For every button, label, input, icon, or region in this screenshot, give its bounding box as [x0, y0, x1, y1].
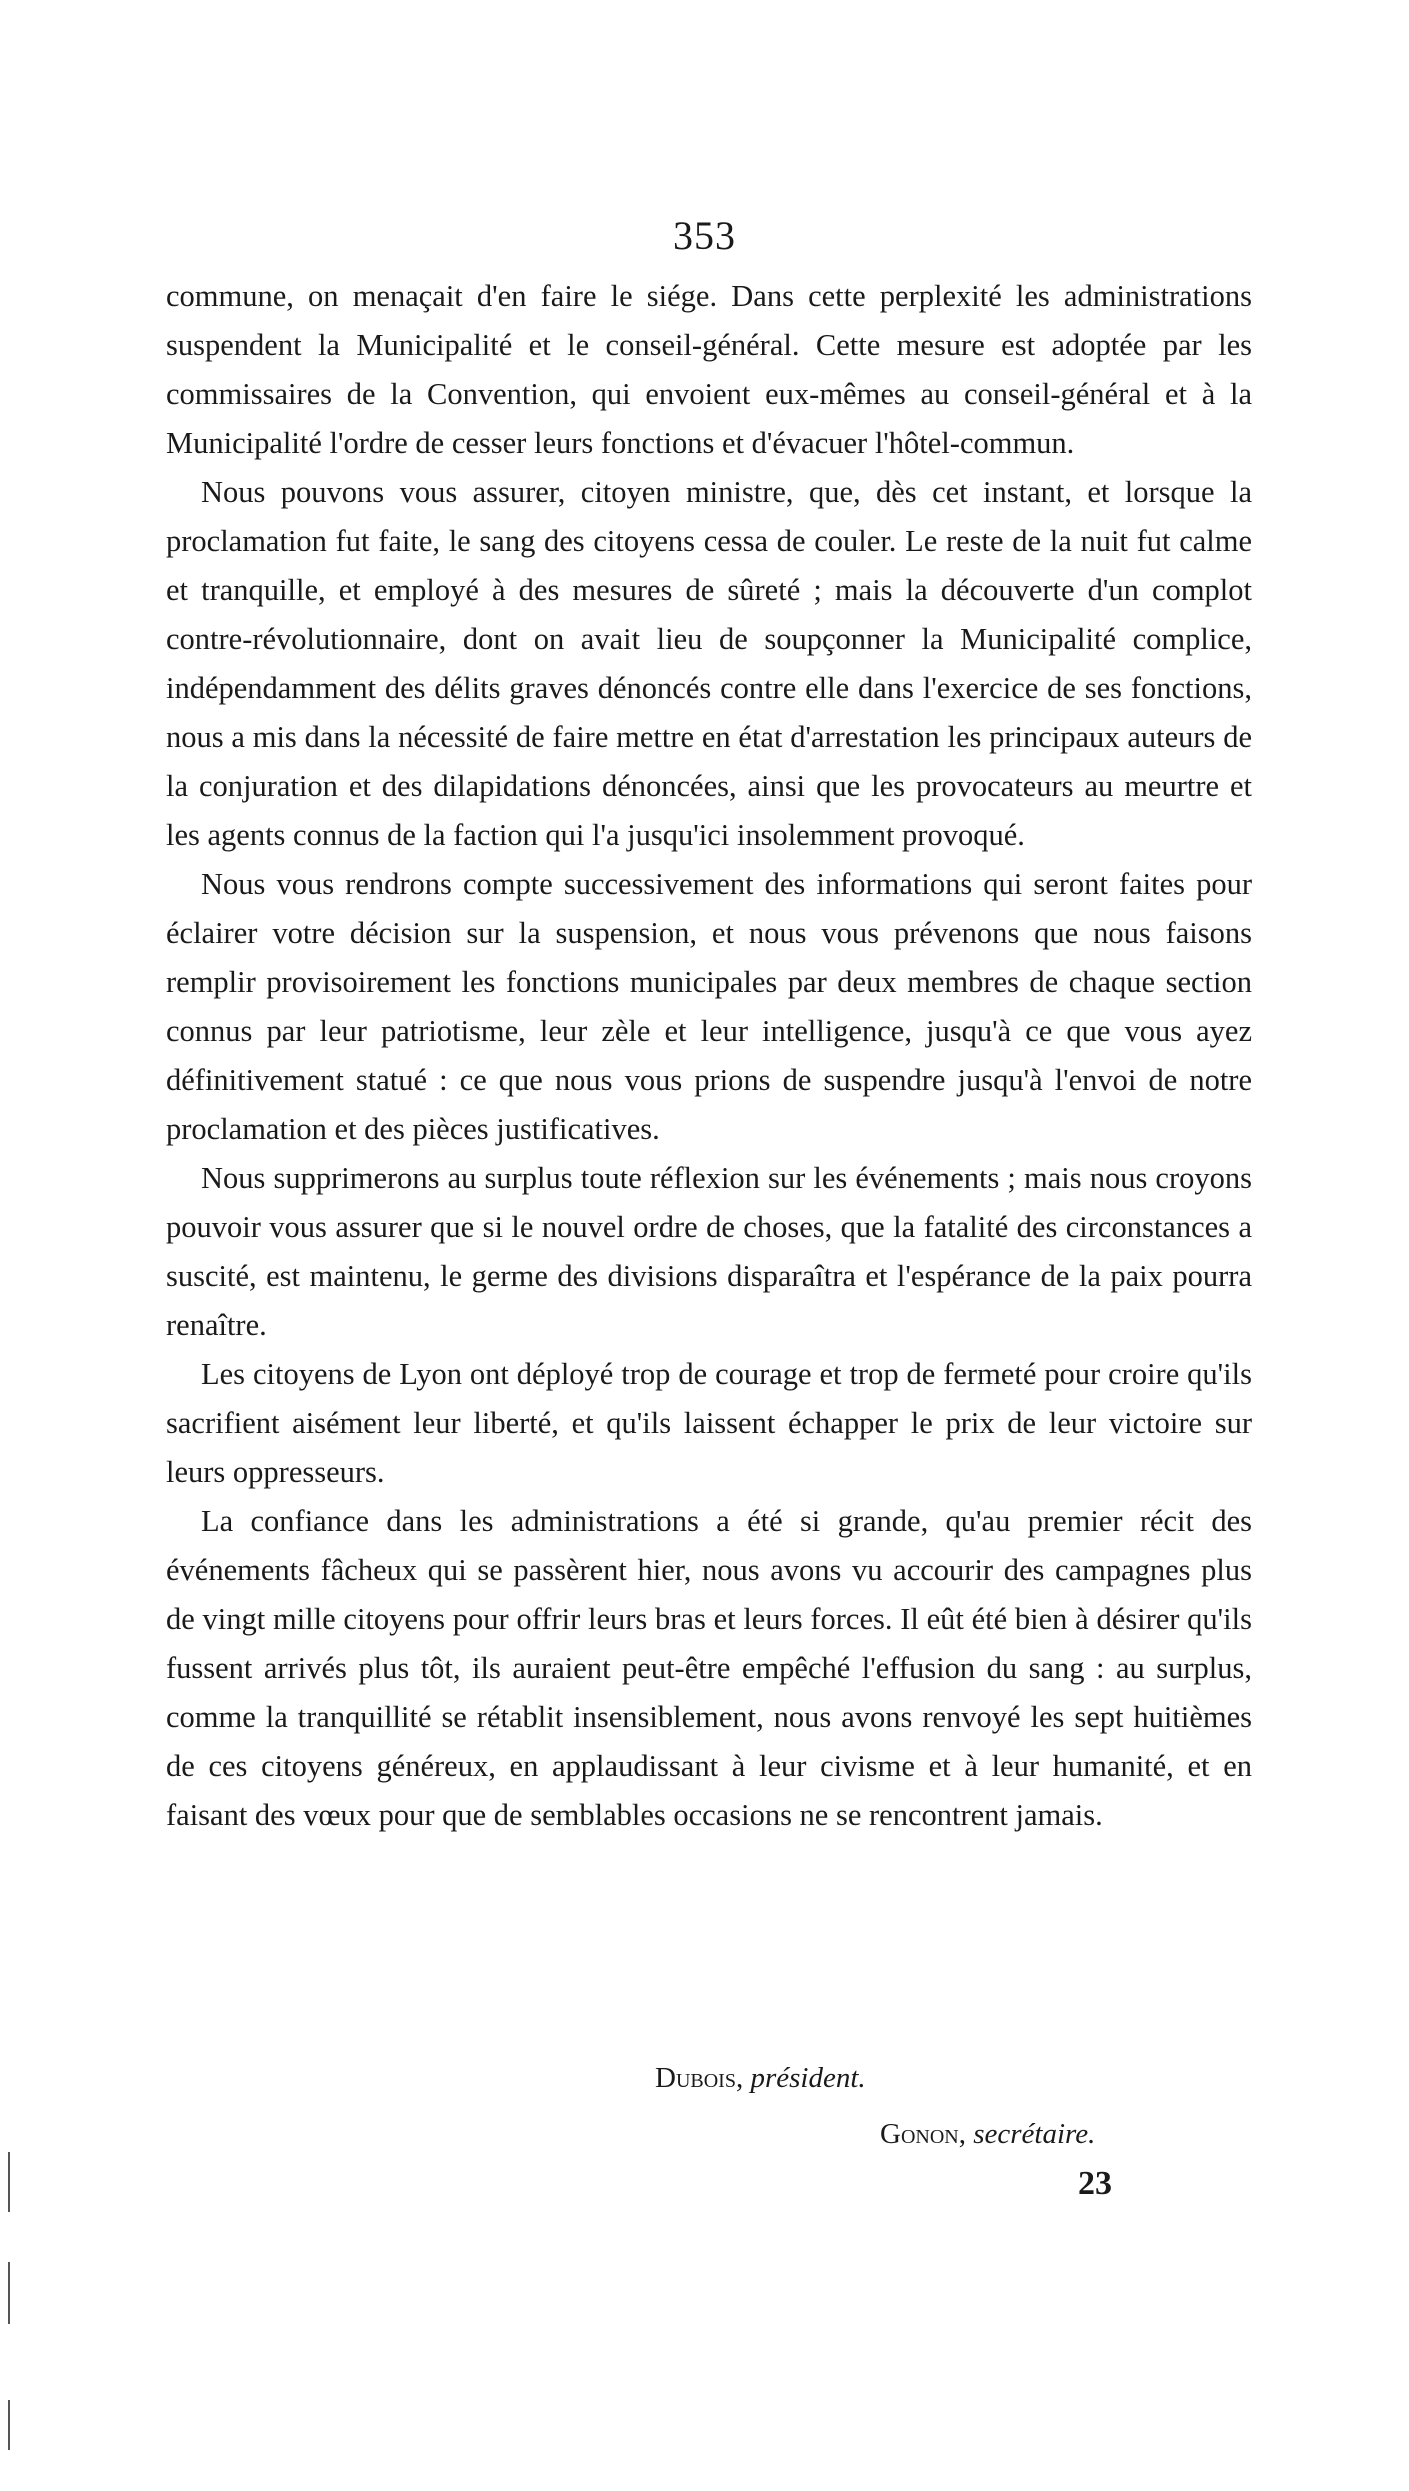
signature-dubois: Dubois, président.: [655, 2062, 866, 2094]
page-number: 353: [673, 213, 736, 258]
body-text: [166, 272, 1252, 1840]
signature-gonon: Gonon, secrétaire.: [880, 2118, 1096, 2150]
paragraph-6: La confiance dans les administrations a été si grande, qu'au premier récit des événements fâcheux qui se passèrent hier, nous avons vu accourir des campagnes plus de vingt mille citoyens pour offrir leurs bras et leurs forces. Il eût été bien à désirer qu'ils fussent arrivés plus tôt, ils auraient peut-être empêché l'effusion du sang : au surplus, comme la tranquillité se rétablit insensiblement, nous avons renvoyé les sept huitièmes de ces citoyens généreux, en applaudissant à leur civisme et à leur humanité, et en faisant des vœux pour que de semblables occasions ne se rencontrent jamais.: [166, 1504, 1252, 1832]
paragraph-5: Les citoyens de Lyon ont déployé trop de courage et trop de fermeté pour croire qu'ils sacrifient aisément leur liberté, et qu'ils laissent échapper le prix de leur victoire sur leurs oppresseurs.: [166, 1357, 1252, 1489]
paragraph-4: Nous supprimerons au surplus toute réflexion sur les événements ; mais nous croyons pouvoir vous assurer que si le nouvel ordre de choses, que la fatalité des circonstances a suscité, est maintenu, le germe des divisions disparaîtra et l'espérance de la paix pourra renaître.: [166, 1161, 1252, 1342]
signatory-name-dubois: Dubois: [655, 2062, 736, 2094]
paragraph-3: Nous vous rendrons compte successivement des informations qui seront faites pour éclairer votre décision sur la suspension, et nous vous prévenons que nous faisons remplir provisoirement les fonctions municipales par deux membres de chaque section connus par leur patriotisme, leur zèle et leur intelligence, jusqu'à ce que vous ayez définitivement statué : ce que nous vous prions de suspendre jusqu'à l'envoi de notre proclamation et des pièces justificatives.: [166, 867, 1252, 1146]
signatory-title-president: président.: [750, 2062, 866, 2094]
paragraph-2: Nous pouvons vous assurer, citoyen ministre, que, dès cet instant, et lorsque la proclamation fut faite, le sang des citoyens cessa de couler. Le reste de la nuit fut calme et tranquille, et employé à des mesures de sûreté ; mais la découverte d'un complot contre-révolutionnaire, dont on avait lieu de soupçonner la Municipalité complice, indépendamment des délits graves dénoncés contre elle dans l'exercice de ses fonctions, nous a mis dans la nécessité de faire mettre en état d'arrestation les principaux auteurs de la conjuration et des dilapidations dénoncées, ainsi que les provocateurs au meurtre et les agents connus de la faction qui l'a jusqu'ici insolemment provoqué.: [166, 475, 1252, 852]
margin-rule: [8, 2152, 10, 2212]
paragraph-1: commune, on menaçait d'en faire le siége. Dans cette perplexité les administrations suspendent la Municipalité et le conseil-général. Cette mesure est adoptée par les commissaires de la Convention, qui envoient eux-mêmes au conseil-général et à la Municipalité l'ordre de cesser leurs fonctions et d'évacuer l'hôtel-commun.: [166, 279, 1252, 460]
margin-rule: [8, 2262, 10, 2324]
signatory-name-gonon: Gonon: [880, 2118, 959, 2150]
margin-rule: [8, 2400, 10, 2450]
gathering-signature-mark: 23: [1078, 2165, 1112, 2202]
signatory-title-secretaire: secrétaire.: [973, 2118, 1096, 2150]
